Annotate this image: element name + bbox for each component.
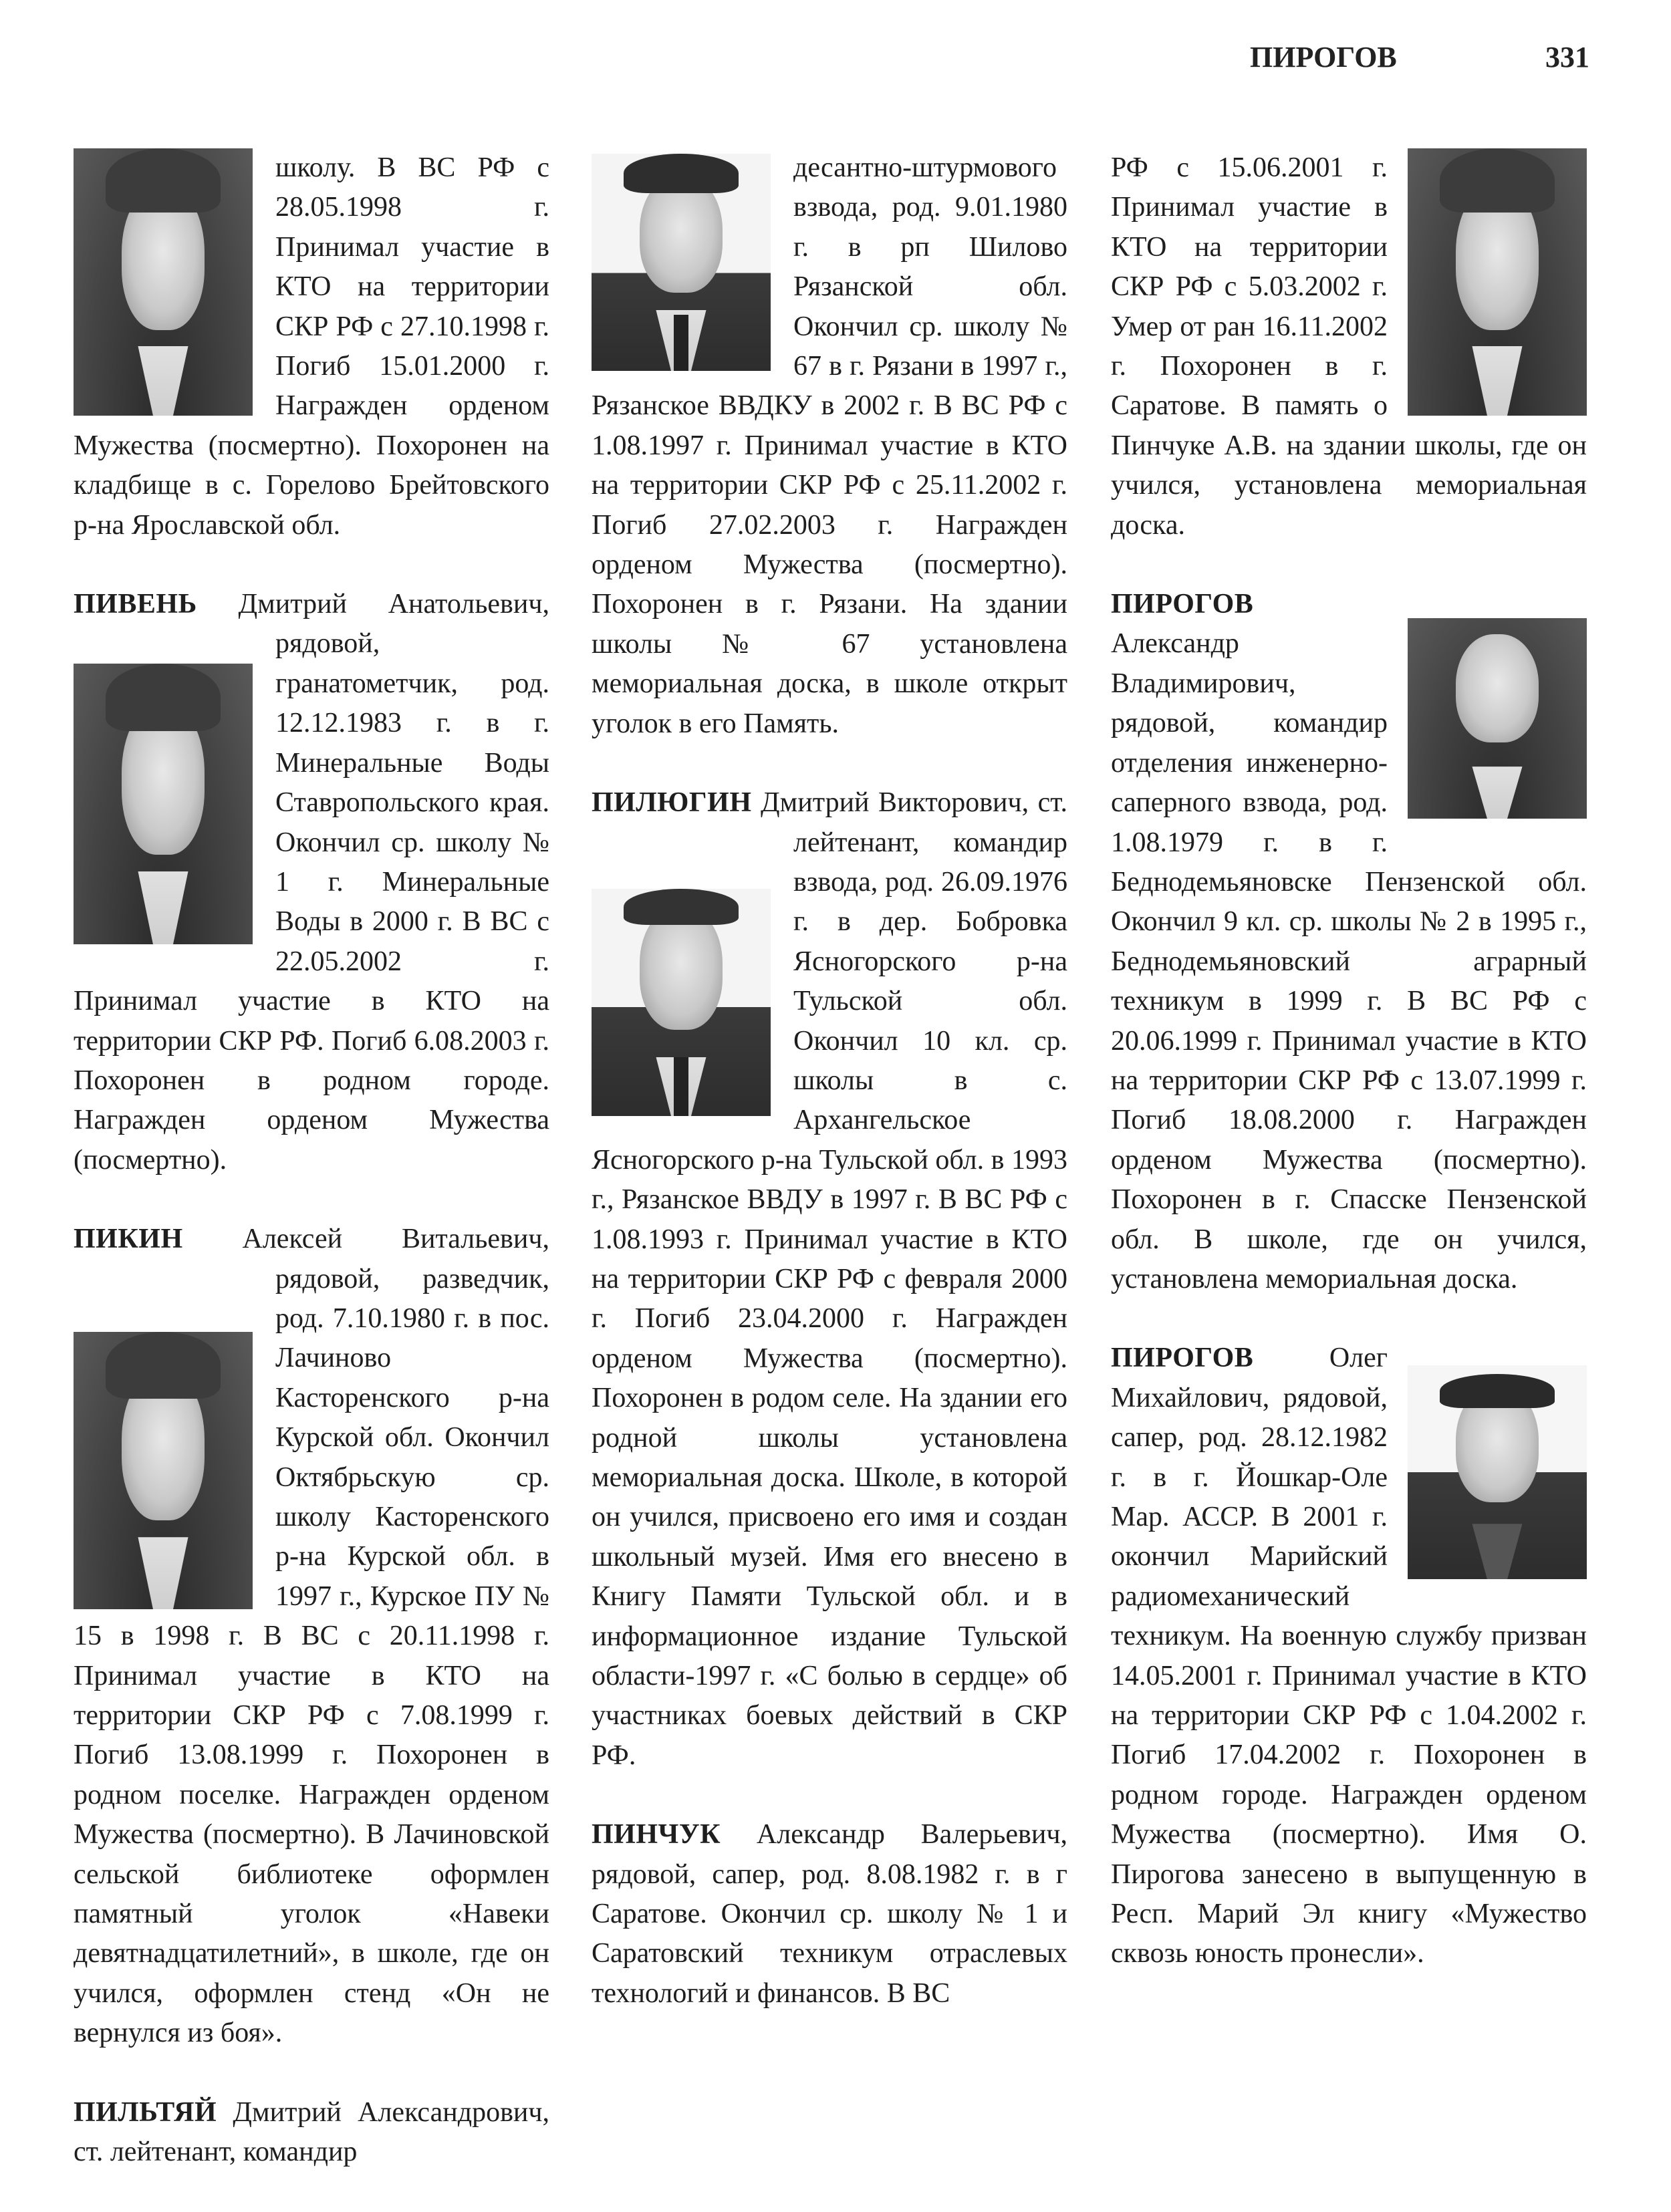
- page-number: 331: [1545, 41, 1589, 74]
- column-1: [74, 148, 549, 2212]
- entry-text: Дмитрий Анатольевич, рядовой, гранатометчик, род. 12.12.1983 г. в г. Минеральные Воды Ставропольского края. Окончил ср. школу № 1 г. Минеральные Воды в 2000 г. В ВС с 22.05.2002 г. Принимал участие в КТО на территории СКР РФ. Погиб 6.08.2003 г. Похоронен в родном городе. Награжден орденом Мужества (посмертно).: [74, 589, 549, 1176]
- entry-surname: ПИРОГОВ: [1111, 589, 1254, 620]
- entry-surname: ПИКИН: [74, 1224, 183, 1255]
- portrait-photo: [74, 148, 253, 416]
- column-3: [1111, 148, 1587, 2014]
- portrait-photo: [592, 154, 771, 371]
- entry-continued-top: [592, 148, 1067, 744]
- entry-piltyay: [74, 2093, 549, 2173]
- portrait-photo: [74, 664, 253, 944]
- entry-pirogov-aleksandr: [1111, 585, 1587, 1299]
- entry-pikin: [74, 1220, 549, 2054]
- entry-text: школу. В ВС РФ с 28.05.1998 г. Принимал участие в КТО на территории СКР РФ с 27.10.1998 г. Погиб 15.01.2000 г. Награжден орденом Мужества (посмертно). Похоронен на кладбище в с. Горелово Брейтовского р-на Ярославской обл.: [74, 152, 549, 541]
- entry-text: Александр Валерьевич, рядовой, сапер, род. 8.08.1982 г. в г Саратове. Окончил ср. школу № 1 и Саратовский техникум отраслевых технологий и финансов. В ВС: [592, 1819, 1067, 2009]
- entry-pinchuk: [592, 1815, 1067, 2014]
- entry-continued-top: [74, 148, 549, 545]
- entry-surname: ПИРОГОВ: [1111, 1343, 1254, 1374]
- entry-text: Алексей Витальевич, рядовой, разведчик, род. 7.10.1980 г. в пос. Лачиново Касторенского р-на Курской обл. Окончил Октябрьскую ср. школу Касторенского р-на Курской обл. в 1997 г., Курское ПУ № 15 в 1998 г. В ВС с 20.11.1998 г. Принимал участие в КТО на территории СКР РФ с 7.08.1999 г. Погиб 13.08.1999 г. Похоронен в родном поселке. Награжден орденом Мужества (посмертно). В Лачиновской сельской библиотеке оформлен памятный уголок «Навеки девятнадцатилетний», в школе, где он учился, оформлен стенд «Он не вернулся из боя».: [74, 1224, 549, 2049]
- entry-surname: ПИВЕНЬ: [74, 589, 197, 620]
- portrait-photo: [74, 1332, 253, 1609]
- column-2: [592, 148, 1067, 2053]
- entry-text: РФ с 15.06.2001 г. Принимал участие в КТО на территории СКР РФ с 5.03.2002 г. Умер от ран 16.11.2002 г. Похоронен в г. Саратове. В память о Пинчуке А.В. на здании школы, где он учился, установлена мемориальная доска.: [1111, 152, 1587, 541]
- entry-text: Дмитрий Викторович, ст. лейтенант, командир взвода, род. 26.09.1976 г. в дер. Бобровка Ясногорского р-на Тульской обл. Окончил 10 кл. ср. школы в с. Архангельское Ясногорского р-на Тульской обл. в 1993 г., Рязанское ВВДУ в 1997 г. В ВС РФ с 1.08.1993 г. Принимал участие в КТО на территории СКР РФ с февраля 2000 г. Погиб 23.04.2000 г. Награжден орденом Мужества (посмертно). Похоронен в родом селе. На здании его родной школы установлена мемориальная доска. Школе, в которой он учился, присвоено его имя и создан школьный музей. Имя его внесено в Книгу Памяти Тульской обл. и в информационное издание Тульской области-1997 г. «С болью в сердце» об участниках боевых действий в СКР РФ.: [592, 787, 1067, 1771]
- portrait-photo: [1408, 1365, 1587, 1579]
- entry-text: Александр Владимирович, рядовой, командир отделения инженерно-саперного взвода, род. 1.08.1979 г. в г. Беднодемьяновске Пензенской обл. Окончил 9 кл. ср. школы № 2 в 1995 г., Беднодемьяновский аграрный техникум в 1999 г. В ВС РФ с 20.06.1999 г. Принимал участие в КТО на территории СКР РФ с 13.07.1999 г. Погиб 18.08.2000 г. Награжден орденом Мужества (посмертно). Похоронен в г. Спасске Пензенской обл. В школе, где он учился, установлена мемориальная доска.: [1111, 628, 1587, 1294]
- portrait-photo: [1408, 618, 1587, 819]
- entry-surname: ПИЛЬТЯЙ: [74, 2096, 217, 2128]
- entry-text: десантно-штурмового взвода, род. 9.01.1980 г. в рп Шилово Рязанской обл. Окончил ср. школу № 67 в г. Рязани в 1997 г., Рязанское ВВДКУ в 2002 г. В ВС РФ с 1.08.1997 г. Принимал участие в КТО на территории СКР РФ с 25.11.2002 г. Погиб 27.02.2003 г. Награжден орденом Мужества (посмертно). Похоронен в г. Рязани. На здании школы № 67 установлена мемориальная доска, в школе открыт уголок в его Память.: [592, 152, 1067, 739]
- entry-piven: [74, 585, 549, 1180]
- running-head-title: ПИРОГОВ: [1250, 41, 1397, 74]
- entry-pilyugin: [592, 783, 1067, 1776]
- portrait-photo: [592, 889, 771, 1116]
- entry-continued-top: [1111, 148, 1587, 545]
- entry-pirogov-oleg: [1111, 1339, 1587, 1974]
- entry-surname: ПИНЧУК: [592, 1819, 721, 1850]
- entry-surname: ПИЛЮГИН: [592, 787, 752, 819]
- portrait-photo: [1408, 148, 1587, 416]
- entry-text: Олег Михайлович, рядовой, сапер, род. 28.12.1982 г. в г. Йошкар-Оле Мар. АССР. В 2001 г. окончил Марийский радиомеханический техникум. На военную службу призван 14.05.2001 г. Принимал участие в КТО на территории СКР РФ с 1.04.2002 г. Погиб 17.04.2002 г. Похоронен в родном городе. Награжден орденом Мужества (посмертно). Имя О. Пирогова занесено в выпущенную в Респ. Марий Эл книгу «Мужество сквозь юность пронесли».: [1111, 1343, 1587, 1969]
- entry-text: Дмитрий Александрович, ст. лейтенант, командир: [74, 2096, 549, 2168]
